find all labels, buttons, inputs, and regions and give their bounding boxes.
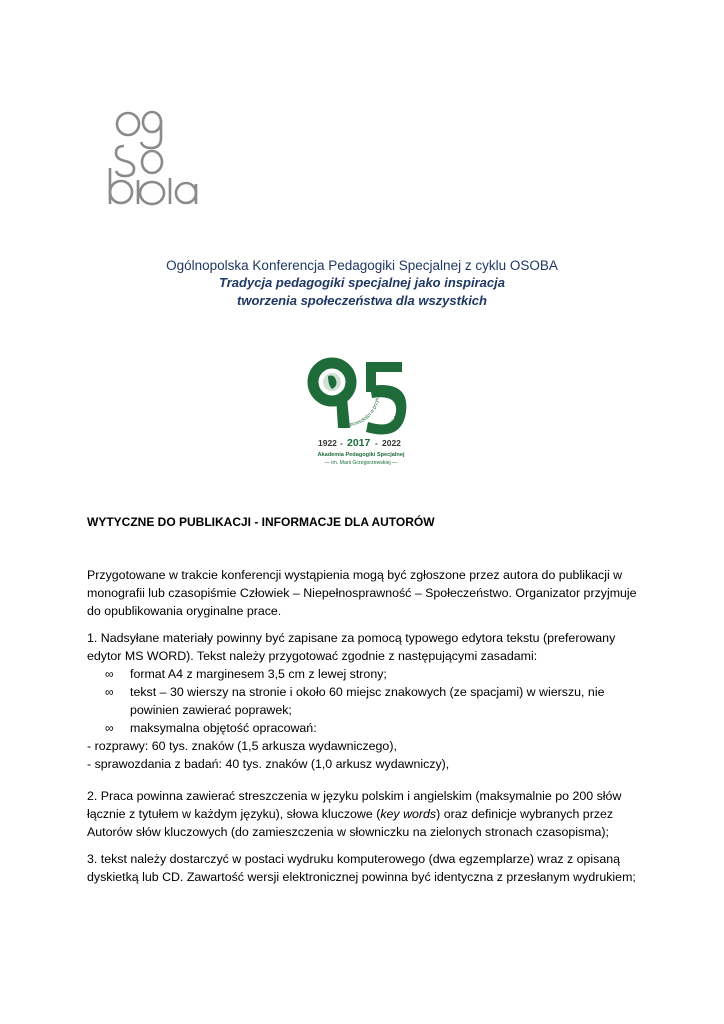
svg-text:-: - [340,438,343,448]
intro-line: Przygotowane w trakcie konferencji wystąpienia mogą być zgłoszone przez autora do publikacji w [87,568,623,582]
infinity-bullet-icon: ∞ [105,685,114,699]
section-3-line: dyskietką lub CD. Zawartość wersji elektronicznej powinna być identyczna z przesłanym wydrukiem; [87,870,636,884]
format-rules-list [87,665,647,737]
logo-ring-text: z przeszłości w przyszłość [345,386,381,429]
list-item: ∞ tekst – 30 wierszy na stronie i około 60 miejsc znakowych (ze spacjami) w wierszu, nie powinien zawierać poprawek; [105,685,605,717]
conference-title: Ogólnopolska Konferencja Pedagogiki Specjalnej z cyklu OSOBA [166,258,558,273]
list-item: ∞ format A4 z marginesem 3,5 cm z lewej strony; [105,667,387,681]
logo-academy-line2: — im. Marii Grzegorzewskiej — [324,460,398,466]
svg-text:-: - [375,438,378,448]
section-3-line: 3. tekst należy dostarczyć w postaci wydruku komputerowego (dwa egzemplarze) wraz z opisaną [87,852,621,866]
intro-paragraph [87,566,647,620]
logo-year-end: 2022 [382,438,401,448]
section-2 [87,787,647,841]
section-1-line: edytor MS WORD). Tekst należy przygotować zgodnie z następującymi zasadami: [87,649,538,663]
conference-subtitle-line2: tworzenia społeczeństwa dla wszystkich [237,293,487,308]
section-2-line: Autorów słów kluczowych (do zamieszczenia w słowniczku na zielonych stronach czasopisma); [87,825,609,839]
section-3 [87,850,647,886]
logo-year-start: 1922 [318,438,337,448]
infinity-bullet-icon: ∞ [105,721,114,735]
key-words-italic: key words [380,807,437,821]
section-2-line: łącznie z tytułem w każdym języku), słowa kluczowe (key words) oraz definicje wybranych przez [87,807,614,821]
section-1 [87,629,647,773]
anniversary-95-logo [306,356,416,470]
limit-line: - sprawozdania z badań: 40 tys. znaków (1,0 arkusz wydawniczy), [87,757,450,771]
intro-line: monografii lub czasopiśmie Człowiek – Niepełnosprawność – Społeczeństwo. Organizator przyjmuje [87,586,637,600]
infinity-bullet-icon: ∞ [105,667,114,681]
conference-subtitle-line1: Tradycja pedagogiki specjalnej jako inspiracja [219,275,505,290]
logo-academy-line1: Akademia Pedagogiki Specjalnej [317,452,405,458]
section-1-line: 1. Nadsyłane materiały powinny być zapisane za pomocą typowego edytora tekstu (preferowany [87,631,616,645]
intro-line: do opublikowania oryginalne prace. [87,604,282,618]
section-2-line: 2. Praca powinna zawierać streszczenia w języku polskim i angielskim (maksymalnie po 200 słów [87,789,622,803]
limit-line: - rozprawy: 60 tys. znaków (1,5 arkusza wydawniczego), [87,739,397,753]
osoba-logo [94,108,206,208]
logo-site-text: aps.edu.pl [386,405,405,429]
guidelines-heading: WYTYCZNE DO PUBLIKACJI - INFORMACJE DLA AUTORÓW [87,515,435,529]
logo-year-middle: 2017 [347,437,371,449]
list-item: ∞ maksymalna objętość opracowań: [105,721,317,735]
